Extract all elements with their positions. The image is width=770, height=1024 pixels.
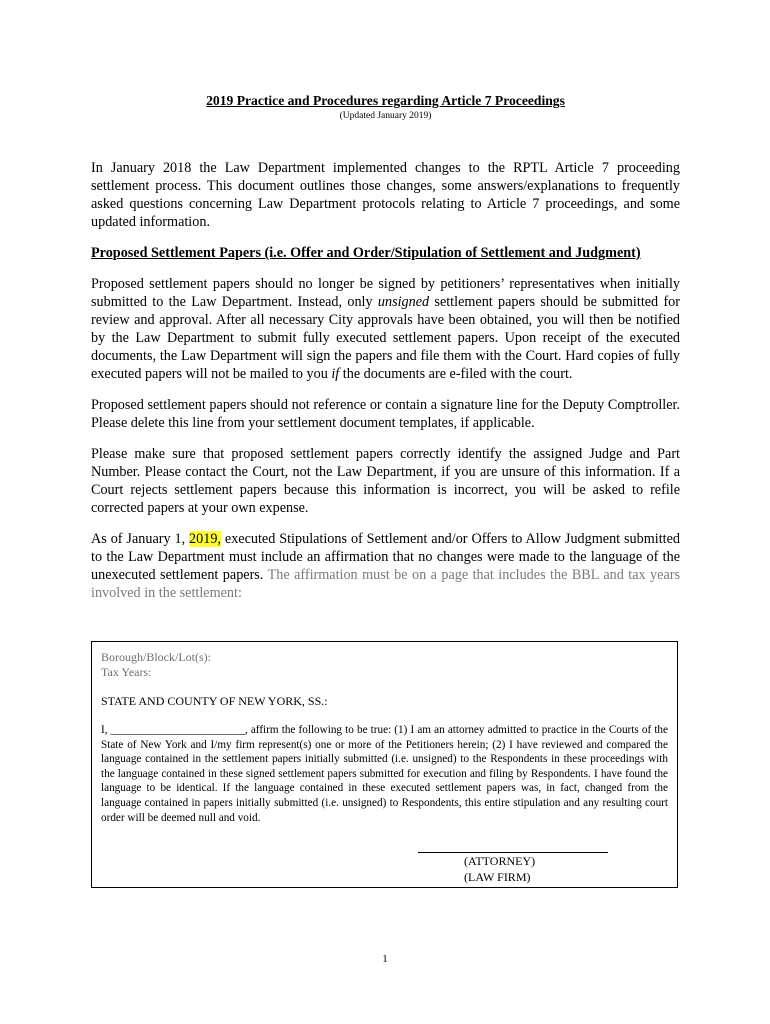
affirmation-body: I, ________________________, affirm the following to be true: (1) I am an attorney admitted to practice in the Courts of the State of New York and I/my firm represent(s) one or more of the Petitioners herein; (2) I have reviewed and compared the language contained in the settlement papers initially submitted (i.e. unsigned) to the Respondents in these proceedings with the language contained in these signed settlement papers submitted for execution and filing by Respondents. I have found the language to be identical. If the language contained in these executed settlement papers was, in fact, changed from the language contained in papers initially submitted (i.e. unsigned) to Respondents, this entire stipulation and any resulting court order will be deemed null and void. (101, 724, 668, 824)
paragraph-text: settlement papers should be submitted for review and approval. After all necessary City approvals have been obtained, you will then be notified by the Law Department to submit fully executed settlement papers. Upon receipt of the executed documents, the Law Department will sign the papers and file them with the Court. Hard copies of fully executed papers will not be mailed to you (91, 294, 680, 382)
affirmation-box (91, 641, 678, 888)
paragraph-unsigned-papers (91, 275, 680, 383)
law-firm-label: (LAW FIRM) (464, 870, 531, 884)
page-number: 1 (382, 953, 388, 965)
tax-years-label: Tax Years: (101, 665, 152, 679)
intro-paragraph: In January 2018 the Law Department implemented changes to the RPTL Article 7 proceeding settlement process. This document outlines those changes, some answers/explanations to frequently asked questions concerning Law Department protocols relating to Article 7 proceedings, and some updated information. (91, 160, 680, 230)
state-county-line: STATE AND COUNTY OF NEW YORK, SS.: (101, 694, 328, 708)
attorney-label: (ATTORNEY) (464, 854, 536, 868)
emphasis-unsigned: unsigned (377, 294, 430, 310)
paragraph-text: As of January 1, (91, 531, 190, 547)
paragraph-text: Proposed settlement papers should no longer be signed by petitioners’ representatives when initially submitted to the Law Department. Instead, only (91, 276, 680, 310)
paragraph-text: executed Stipulations of Settlement and/or Offers to Allow Judgment submitted to the Law Department must include an affirmation that no changes were made to the language of the unexecuted settlement papers. (91, 531, 680, 583)
signature-line (418, 852, 608, 853)
section-heading: Proposed Settlement Papers (i.e. Offer and Order/Stipulation of Settlement and Judgment) (91, 245, 641, 261)
paragraph-judge-part: Please make sure that proposed settlement papers correctly identify the assigned Judge and Part Number. Please contact the Court, not the Law Department, if you are unsure of this information. If a Court rejects settlement papers because this information is incorrect, you will be asked to refile corrected papers at your own expense. (91, 446, 680, 516)
borough-block-lot-label: Borough/Block/Lot(s): (101, 650, 211, 664)
document-page (91, 92, 680, 602)
emphasis-if: if (331, 366, 340, 382)
paragraph-deputy-comptroller: Proposed settlement papers should not reference or contain a signature line for the Deputy Comptroller. Please delete this line from your settlement document templates, if applicable. (91, 397, 680, 431)
paragraph-affirmation-requirement (91, 530, 680, 602)
highlighted-year: 2019, (189, 531, 221, 547)
document-subtitle: (Updated January 2019) (339, 111, 432, 121)
paragraph-text: the documents are e-filed with the court. (339, 366, 573, 382)
gray-note: The affirmation must be on a page that includes the BBL and tax years involved in the settlement: (91, 567, 680, 601)
document-title: 2019 Practice and Procedures regarding Article 7 Proceedings (206, 93, 565, 108)
